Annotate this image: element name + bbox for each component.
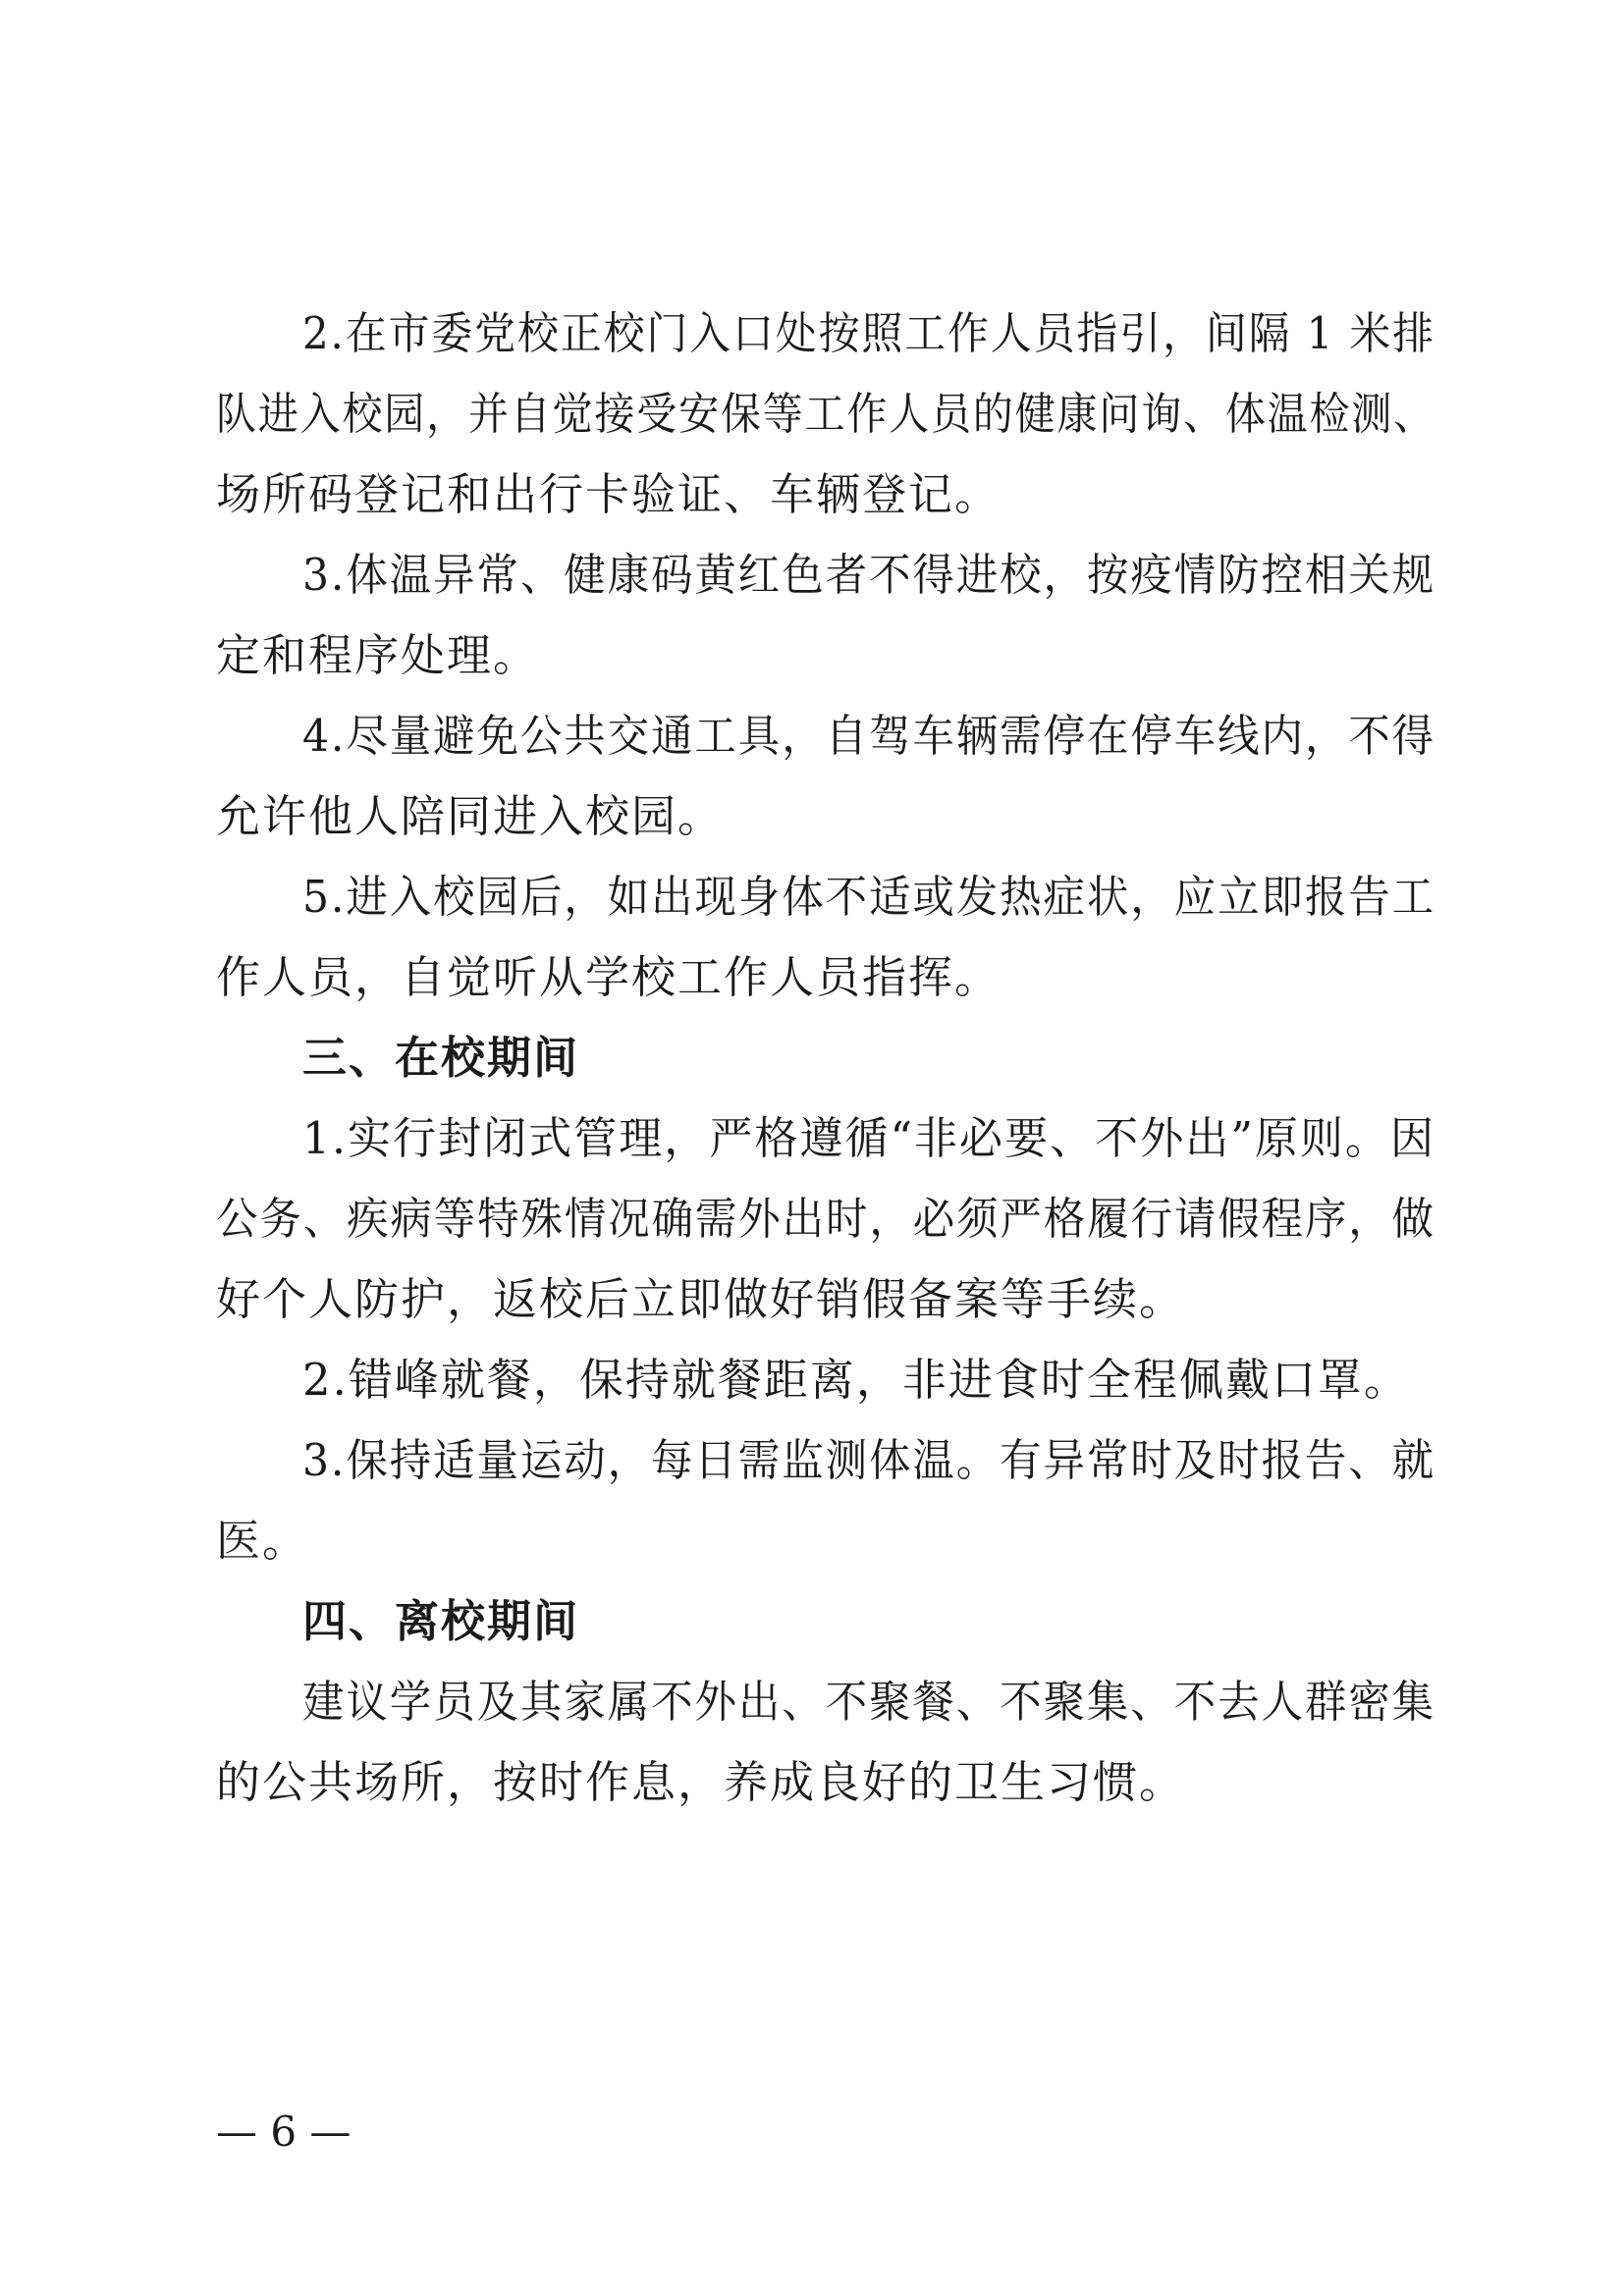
section-heading-text: 三、在校期间 (302, 1032, 580, 1084)
page-number: — 6 — (216, 2108, 352, 2156)
line-text: 建议学员及其家属不外出、不聚餐、不聚集、不去人群密集 (302, 1676, 1435, 1728)
line-text: 公务、疾病等特殊情况确需外出时，必须严格履行请假程序，做 (216, 1193, 1435, 1245)
line-text: 好个人防护，返校后立即做好销假备案等手续。 (216, 1273, 1186, 1325)
line-text: 1.实行封闭式管理，严格遵循“非必要、不外出”原则。因 (302, 1112, 1435, 1164)
line-text: 医。 (216, 1515, 309, 1567)
line-text: 场所码登记和出行卡验证、车辆登记。 (216, 468, 1001, 520)
line-text: 的公共场所，按时作息，养成良好的卫生习惯。 (216, 1756, 1186, 1808)
line-text: 2.在市委党校正校门入口处按照工作人员指引，间隔 1 米排 (302, 307, 1435, 359)
section-heading-text: 四、离校期间 (302, 1595, 580, 1647)
line-text: 3.体温异常、健康码黄红色者不得进校，按疫情防控相关规 (302, 549, 1435, 601)
line-text: 3.保持适量运动，每日需监测体温。有异常时及时报告、就 (302, 1434, 1435, 1486)
line-text: 允许他人陪同进入校园。 (216, 790, 725, 842)
line-text: 队进入校园，并自觉接受安保等工作人员的健康问询、体温检测、 (216, 388, 1435, 440)
line-text: 作人员，自觉听从学校工作人员指挥。 (216, 951, 1001, 1003)
line-text: 2.错峰就餐，保持就餐距离，非进食时全程佩戴口罩。 (302, 1354, 1410, 1406)
line-text: 定和程序处理。 (216, 629, 540, 681)
line-text: 4.尽量避免公共交通工具，自驾车辆需停在停车线内，不得 (302, 710, 1435, 762)
line-text: 5.进入校园后，如出现身体不适或发热症状，应立即报告工 (302, 871, 1435, 923)
